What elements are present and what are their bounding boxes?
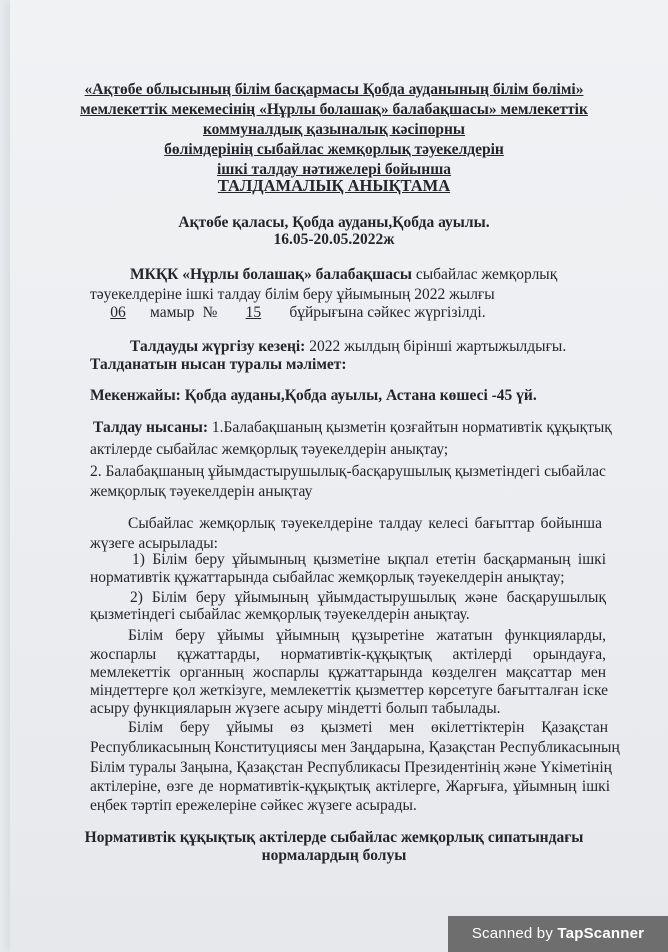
order-number: 15 <box>245 304 262 321</box>
body-p1-line2: жүзеге асырылады: <box>90 535 218 552</box>
body-p1-line1: Сыбайлас жемқорлық тәуекелдеріне талдау келесі бағыттар бойынша <box>128 515 602 532</box>
header-line-2: мемлекеттік мекемесінің «Нұрлы болашақ» балабақшасы» мемлекеттік <box>80 101 588 118</box>
order-month: мамыр <box>150 304 195 321</box>
analysis-item-2-cont: жемқорлық тәуекелдерін анықтау <box>90 483 313 500</box>
scanner-watermark <box>448 916 668 952</box>
body-p4-line5: асыру функцияларын жүзеге асыру міндетті болып табылады. <box>90 700 501 717</box>
body-p4-line1: Білім беру ұйымы ұйымның құзыретіне жататын функцияларды, <box>128 627 606 644</box>
number-sign: № <box>202 304 218 321</box>
document-title: ТАЛДАМАЛЫҚ АНЫҚТАМА <box>217 176 451 195</box>
section-heading-line-1: Нормативтік құқықтық актілерде сыбайлас жемқорлық сипатындағы <box>84 829 584 846</box>
location-line: Ақтөбе қаласы, Қобда ауданы,Қобда ауылы. <box>178 214 490 231</box>
watermark-prefix: Scanned by <box>471 925 558 942</box>
body-p5-line3: Білім туралы Заңына, Қазақстан Республикасы Президентінің және Үкіметінің <box>90 759 612 776</box>
period-value: 2022 жылдың бірінші жартыжылдығы. <box>305 338 567 355</box>
period-line <box>130 337 566 357</box>
intro-line-1 <box>130 265 557 285</box>
body-p5-line2: Республикасының Конституциясы мен Заңдарына, Қазақстан Республикасының <box>90 739 620 756</box>
section-heading-line-2: нормалардың болуы <box>261 847 407 864</box>
body-p4-line2: жоспарлы құжаттарды, нормативтік-құқықтық актілерді орындауға, <box>90 646 606 663</box>
header-line-5: ішкі талдау нәтижелері бойынша <box>216 161 452 178</box>
body-p5-line5: еңбек тәртіп ережелеріне сәйкес жүзеге асырады. <box>90 797 417 814</box>
intro-line-3-rest: бұйрығына сәйкес жүргізілді. <box>289 304 486 321</box>
analysis-item-1-cont: актілерде сыбайлас жемқорлық тәуекелдерін анықтау; <box>90 441 449 458</box>
body-p4-line3: мемлекеттік органның жоспарлы құжаттарында көзделген мақсаттар мен <box>90 664 606 681</box>
body-p3-line2: қызметіндегі сыбайлас жемқорлық тәуекелдерін анықтау. <box>90 606 470 623</box>
header-line-1: «Ақтөбе облысының білім басқармасы Қобда ауданының білім бөлімі» <box>84 81 584 98</box>
analysis-item-1 <box>93 418 612 438</box>
body-p5-line1: Білім беру ұйымы өз қызметі мен өкілеттіктерін Қазақстан <box>128 719 608 736</box>
date-range: 16.05-20.05.2022ж <box>273 231 395 248</box>
address-line: Мекенжайы: Қобда ауданы,Қобда ауылы, Астана көшесі -45 үй. <box>90 387 537 404</box>
header-line-4: бөлімдерінің сыбайлас жемқорлық тәуекелдерін <box>164 141 504 158</box>
body-p4-line4: міндеттерге қол жеткізуге, мемлекеттік қызметтер көрсетуге бағытталған іске <box>90 682 608 699</box>
header-line-3: коммуналдық қазыналық кәсіпорны <box>202 121 466 138</box>
organization-name: МКҚК «Нұрлы болашақ» балабақшасы <box>130 266 412 283</box>
analysis-item-2: 2. Балабақшаның ұйымдастырушылық-басқарушылық қызметіндегі сыбайлас <box>90 463 606 480</box>
body-p2-line2: нормативтік құжаттарында сыбайлас жемқорлық тәуекелдерін анықтау; <box>90 569 565 586</box>
analysis-object-label: Талдау нысаны: <box>93 419 209 436</box>
object-info-heading: Талданатын нысан туралы мәлімет: <box>90 356 347 373</box>
intro-line-2: тәуекелдеріне ішкі талдау білім беру ұйымының 2022 жылғы <box>90 286 495 303</box>
body-p2-line1: 1) Білім беру ұйымының қызметіне ықпал ететін басқарманың ішкі <box>132 551 606 568</box>
body-p3-line1: 2) Білім беру ұйымының ұйымдастырушылық және басқарушылық <box>130 589 606 606</box>
intro-line-1-rest: сыбайлас жемқорлық <box>411 266 558 283</box>
body-p5-line4: актілеріне, өзге де нормативтік-құқықтық актілерге, Жарғыға, ұйымның ішкі <box>90 778 610 795</box>
period-label: Талдауды жүргізу кезеңі: <box>130 338 306 355</box>
intro-line-3 <box>90 303 486 323</box>
watermark-brand: TapScanner <box>557 925 645 942</box>
order-day: 06 <box>110 304 126 321</box>
analysis-item-1-text: 1.Балабақшаның қызметін қозғайтын нормативтік құқықтық <box>208 419 612 436</box>
